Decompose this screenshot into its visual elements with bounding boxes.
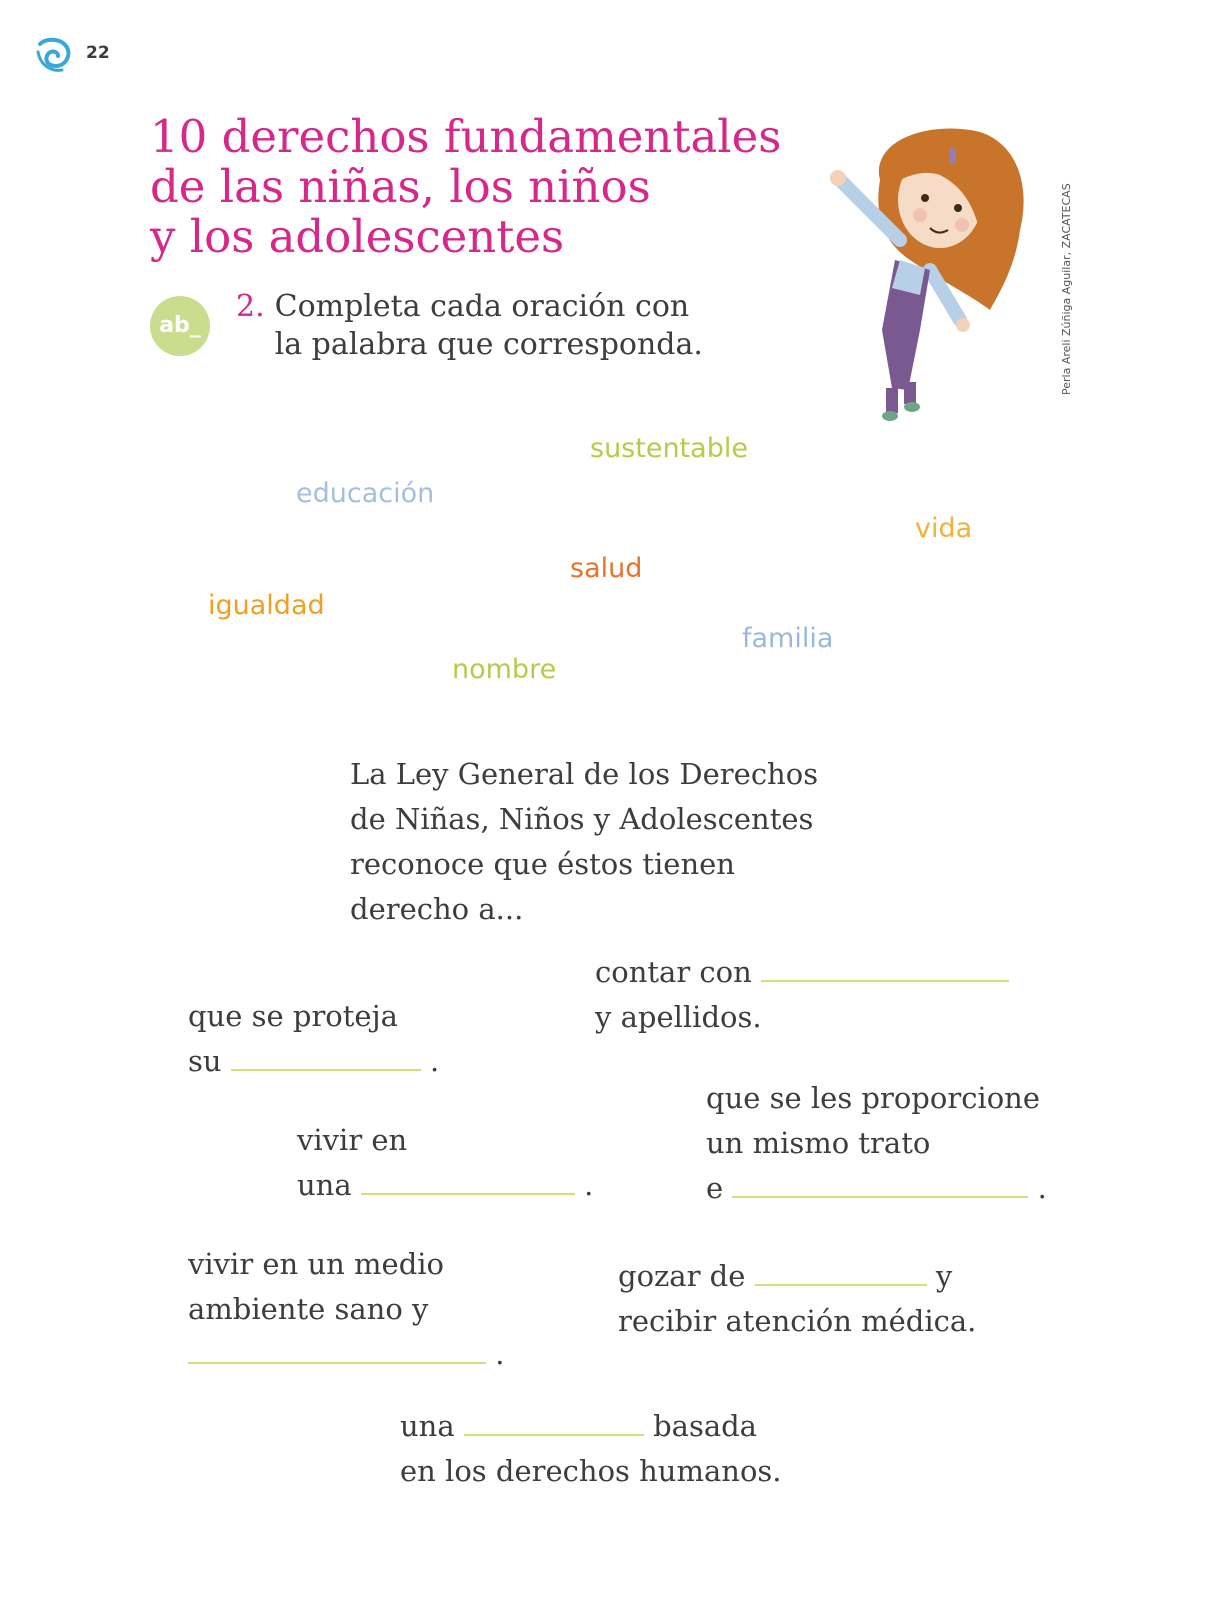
sentence-text: una [297, 1168, 352, 1202]
intro-line: de Niñas, Niños y Adolescentes [350, 802, 814, 836]
girl-illustration [820, 120, 1040, 430]
sentence-text: . [1037, 1171, 1047, 1205]
sentence-text: . [430, 1044, 440, 1078]
sentence-sustentable [188, 1242, 504, 1377]
sentence-nombre [595, 950, 1009, 1040]
sentence-familia [297, 1118, 593, 1208]
sentence-salud [618, 1254, 976, 1344]
intro-paragraph [350, 752, 870, 932]
answer-blank[interactable] [732, 1166, 1028, 1198]
sentence-text: contar con [595, 955, 752, 989]
sentence-vida [188, 994, 439, 1084]
sentence-text: basada [653, 1409, 757, 1443]
sentence-text: gozar de [618, 1259, 746, 1293]
sentence-text: ambiente sano y [188, 1292, 429, 1326]
sentence-text: un mismo trato [706, 1126, 931, 1160]
title-line: 10 derechos fundamentales [150, 110, 782, 163]
title-line: de las niñas, los niños [150, 160, 651, 213]
page-title [150, 112, 781, 262]
intro-line: derecho a... [350, 892, 524, 926]
word-bank-item-nombre: nombre [452, 654, 557, 685]
sentence-text: y [935, 1259, 953, 1293]
sentence-text: . [495, 1337, 505, 1371]
instruction-text: Completa cada oración con la palabra que corresponda. [274, 289, 703, 362]
sentence-text: vivir en un medio [188, 1247, 444, 1281]
intro-line: La Ley General de los Derechos [350, 757, 819, 791]
sentence-educacion [400, 1404, 782, 1494]
sentence-text: . [584, 1168, 594, 1202]
word-bank-item-vida: vida [915, 513, 973, 544]
answer-blank[interactable] [761, 950, 1009, 982]
sentence-igualdad [706, 1076, 1047, 1211]
illustration-credit: Perla Areli Zúñiga Aguilar, ZACATECAS [1060, 183, 1073, 395]
answer-blank[interactable] [188, 1332, 486, 1364]
title-line: y los adolescentes [150, 210, 565, 263]
activity-badge-icon: ab_ [150, 296, 210, 356]
sentence-text: vivir en [297, 1123, 408, 1157]
word-bank-item-educacion: educación [296, 478, 435, 509]
swirl-logo-icon [36, 36, 76, 74]
word-bank-item-igualdad: igualdad [208, 590, 325, 621]
instruction [236, 288, 756, 364]
word-bank-item-familia: familia [742, 623, 834, 654]
answer-blank[interactable] [755, 1254, 927, 1286]
page-number: 22 [86, 43, 110, 63]
sentence-text: una [400, 1409, 455, 1443]
intro-line: reconoce que éstos tienen [350, 847, 735, 881]
sentence-text: e [706, 1171, 724, 1205]
answer-blank[interactable] [464, 1404, 644, 1436]
answer-blank[interactable] [231, 1039, 421, 1071]
word-bank-item-sustentable: sustentable [590, 433, 748, 464]
sentence-text: y apellidos. [595, 1000, 762, 1034]
sentence-text: recibir atención médica. [618, 1304, 977, 1338]
sentence-text: su [188, 1044, 222, 1078]
sentence-text: que se proteja [188, 999, 398, 1033]
sentence-text: en los derechos humanos. [400, 1454, 782, 1488]
answer-blank[interactable] [361, 1163, 575, 1195]
word-bank-item-salud: salud [570, 553, 643, 584]
instruction-number: 2. [236, 289, 265, 324]
sentence-text: que se les proporcione [706, 1081, 1041, 1115]
